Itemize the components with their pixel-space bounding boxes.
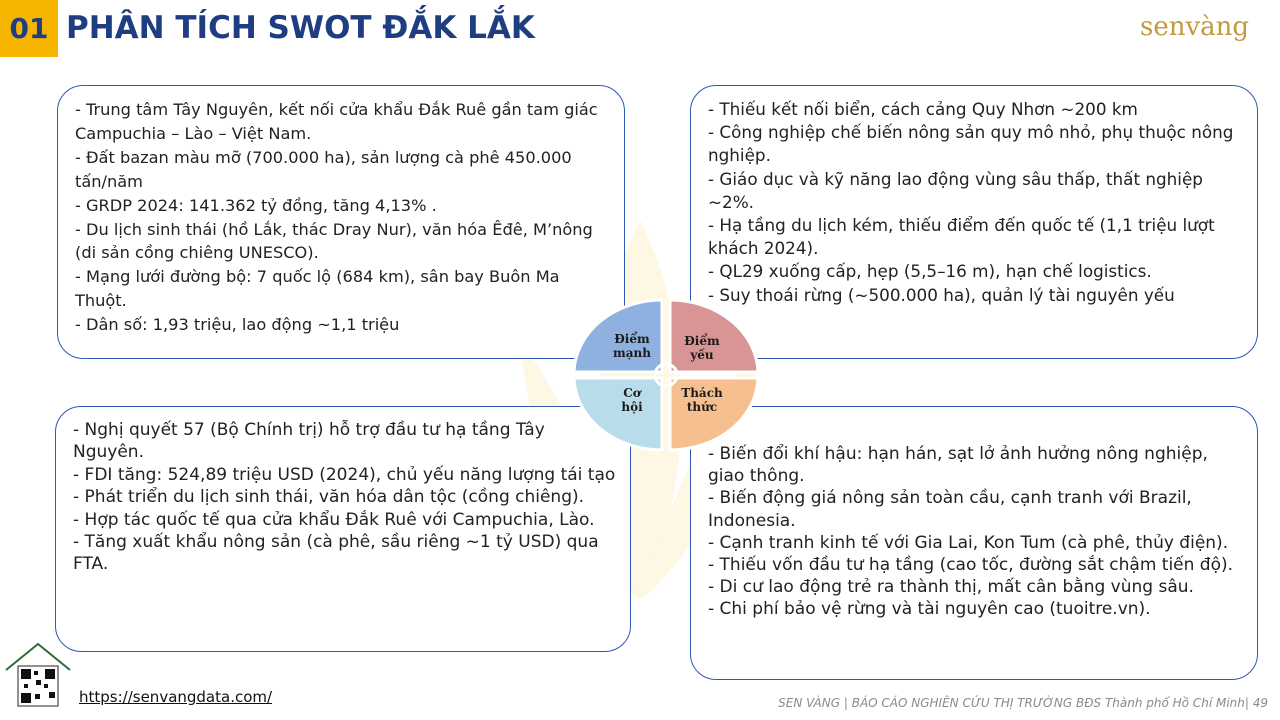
list-item: - Du lịch sinh thái (hồ Lắk, thác Dray Nur), văn hóa Êđê, M’nông (di sản cồng chiêng UNESCO). <box>75 219 593 263</box>
list-item: - Công nghiệp chế biến nông sản quy mô nhỏ, phụ thuộc nông nghiệp. <box>708 122 1234 166</box>
threats-list <box>708 443 1245 621</box>
website-link[interactable]: https://senvangdata.com/ <box>79 688 273 706</box>
list-item: - Thiếu vốn đầu tư hạ tầng (cao tốc, đường sắt chậm tiến độ). <box>708 555 1234 576</box>
swot-quadrant-diagram <box>568 294 764 454</box>
list-item: - Hợp tác quốc tế qua cửa khẩu Đắk Ruê với Campuchia, Lào. <box>73 509 595 530</box>
list-item: - Biến động giá nông sản toàn cầu, cạnh tranh với Brazil, Indonesia. <box>708 488 1192 531</box>
list-item: - Nghị quyết 57 (Bộ Chính trị) hỗ trợ đầu tư hạ tầng Tây Nguyên. <box>73 420 545 463</box>
opportunities-quadrant <box>574 378 662 450</box>
list-item: - Tăng xuất khẩu nông sản (cà phê, sầu riêng ~1 tỷ USD) qua FTA. <box>73 532 599 575</box>
list-item: - QL29 xuống cấp, hẹp (5,5–16 m), hạn chế logistics. <box>708 261 1152 282</box>
list-item: - Giáo dục và kỹ năng lao động vùng sâu thấp, thất nghiệp ~2%. <box>708 168 1203 212</box>
list-item: - Suy thoái rừng (~500.000 ha), quản lý tài nguyên yếu <box>708 284 1175 305</box>
list-item: - Biến đổi khí hậu: hạn hán, sạt lở ảnh hưởng nông nghiệp, giao thông. <box>708 444 1208 487</box>
list-item: - Di cư lao động trẻ ra thành thị, mất cân bằng vùng sâu. <box>708 577 1194 598</box>
logo-text: senvàng <box>1140 12 1250 42</box>
opportunities-list <box>73 419 616 576</box>
opportunities-label-line1: Cơ <box>623 386 641 400</box>
strengths-label-line2: mạnh <box>613 346 651 360</box>
strengths-label-line1: Điểm <box>614 332 650 346</box>
list-item: - Dân số: 1,93 triệu, lao động ~1,1 triệu <box>75 315 400 335</box>
list-item: - Đất bazan màu mỡ (700.000 ha), sản lượng cà phê 450.000 tấn/năm <box>75 147 572 191</box>
page-title: PHÂN TÍCH SWOT ĐẮK LẮK <box>66 10 535 46</box>
list-item: - Cạnh tranh kinh tế với Gia Lai, Kon Tum (cà phê, thủy điện). <box>708 532 1229 553</box>
threats-box <box>690 406 1258 680</box>
opportunities-box <box>55 406 631 652</box>
qr-code-icon <box>2 640 74 712</box>
threats-label-line1: Thách <box>681 386 723 400</box>
section-number-badge: 01 <box>0 0 58 57</box>
strengths-list <box>75 98 610 337</box>
opportunities-label-line2: hội <box>621 400 643 414</box>
weaknesses-label-line2: yếu <box>690 348 714 362</box>
list-item: - GRDP 2024: 141.362 tỷ đồng, tăng 4,13% . <box>75 195 437 215</box>
list-item: - Phát triển du lịch sinh thái, văn hóa dân tộc (cồng chiêng). <box>73 487 585 508</box>
weaknesses-label-line1: Điểm <box>684 334 720 348</box>
weaknesses-box <box>690 85 1258 359</box>
list-item: - Mạng lưới đường bộ: 7 quốc lộ (684 km), sân bay Buôn Ma Thuột. <box>75 267 560 311</box>
footer-caption: SEN VÀNG | BÁO CÁO NGHIÊN CỨU THỊ TRƯỜNG BĐS Thành phố Hồ Chí Minh| 49 <box>778 696 1268 710</box>
strengths-box <box>57 85 625 359</box>
center-cycle-icon <box>655 364 677 386</box>
threats-label-line2: thức <box>686 400 718 414</box>
weaknesses-list <box>708 98 1243 307</box>
list-item: - Trung tâm Tây Nguyên, kết nối cửa khẩu Đắk Ruê gần tam giác Campuchia – Lào – Việt Nam. <box>75 100 598 143</box>
list-item: - Chi phí bảo vệ rừng và tài nguyên cao (tuoitre.vn). <box>708 599 1151 620</box>
list-item: - Hạ tầng du lịch kém, thiếu điểm đến quốc tế (1,1 triệu lượt khách 2024). <box>708 215 1215 259</box>
senvang-logo <box>1140 4 1270 50</box>
list-item: - Thiếu kết nối biển, cách cảng Quy Nhơn ~200 km <box>708 99 1138 119</box>
list-item: - FDI tăng: 524,89 triệu USD (2024), chủ yếu năng lượng tái tạo <box>73 464 616 485</box>
